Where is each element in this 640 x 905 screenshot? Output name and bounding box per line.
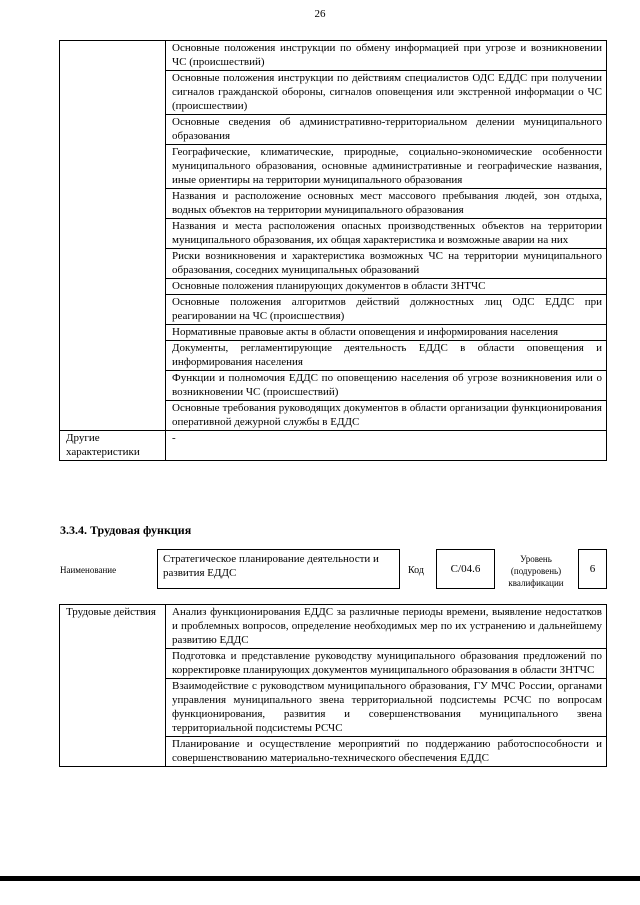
table-row [60, 431, 607, 461]
row-text: - [166, 431, 607, 461]
knowledge-table [59, 40, 607, 461]
page-number: 26 [314, 8, 326, 20]
row-text: Подготовка и представление руководству муниципального образования предложений по корректировке планирующих документов муниципального образования в области ЗНТЧС [166, 649, 607, 679]
function-code-box: C/04.6 [436, 549, 495, 589]
labor-actions-table [59, 604, 607, 767]
table-row [60, 41, 607, 71]
row-text: Основные положения алгоритмов действий должностных лиц ОДС ЕДДС при реагировании на ЧС (происшествия) [166, 295, 607, 325]
row-text: Названия и расположение основных мест массового пребывания людей, зон отдыха, водных объектов на территории муниципального образования [166, 189, 607, 219]
row-text: Риски возникновения и характеристика возможных ЧС на территории муниципального образования, соседних муниципальных образований [166, 249, 607, 279]
table-row [60, 605, 607, 649]
row-text: Взаимодействие с руководством муниципального образования, ГУ МЧС России, органами управления муниципального звена территориальной подсистемы РСЧС по вопросам функционирования, развития и совершенствования муниципального звена территориальной подсистемы РСЧС [166, 679, 607, 737]
row-label [60, 41, 166, 431]
row-text: Основные положения инструкции по действиям специалистов ОДС ЕДДС при получении сигналов гражданской обороны, сигналов оповещения или экстренной информации о ЧС (происшествии) [166, 71, 607, 115]
row-text: Основные положения инструкции по обмену информацией при угрозе и возникновении ЧС (происшествий) [166, 41, 607, 71]
row-text: Документы, регламентирующие деятельность ЕДДС в области оповещения и информирования населения [166, 341, 607, 371]
row-text: Анализ функционирования ЕДДС за различные периоды времени, выявление недостатков и проблемных вопросов, определение необходимых мер по их устранению и дальнейшему развитию ЕДДС [166, 605, 607, 649]
name-label: Наименование [60, 565, 117, 575]
bottom-rule [0, 876, 640, 881]
row-text: Названия и места расположения опасных производственных объектов на территории муниципального образования, их общая характеристика и возможные аварии на них [166, 219, 607, 249]
row-text: Географические, климатические, природные, социально-экономические особенности муниципального образования, основные административные и географические названия, иные ориентиры на территории муниципального образования [166, 145, 607, 189]
level-label: Уровень (подуровень) квалификации [508, 554, 564, 588]
row-text: Основные требования руководящих документов в области организации функционирования оперативной дежурной службы в ЕДДС [166, 401, 607, 431]
function-name-box: Стратегическое планирование деятельности и развития ЕДДС [157, 549, 400, 589]
row-text: Основные сведения об административно-территориальном делении муниципального образования [166, 115, 607, 145]
section-heading: 3.3.4. Трудовая функция [60, 523, 192, 537]
row-text: Нормативные правовые акты в области оповещения и информирования населения [166, 325, 607, 341]
row-text: Планирование и осуществление мероприятий по поддержанию работоспособности и совершенствованию материально-технического обеспечения ЕДДС [166, 737, 607, 767]
row-label: Другие характеристики [60, 431, 166, 461]
row-text: Функции и полномочия ЕДДС по оповещению населения об угрозе возникновения или о возникновении ЧС (происшествий) [166, 371, 607, 401]
qualification-level-box: 6 [578, 549, 607, 589]
row-label: Трудовые действия [60, 605, 166, 767]
row-text: Основные положения планирующих документов в области ЗНТЧС [166, 279, 607, 295]
code-label: Код [408, 565, 424, 576]
